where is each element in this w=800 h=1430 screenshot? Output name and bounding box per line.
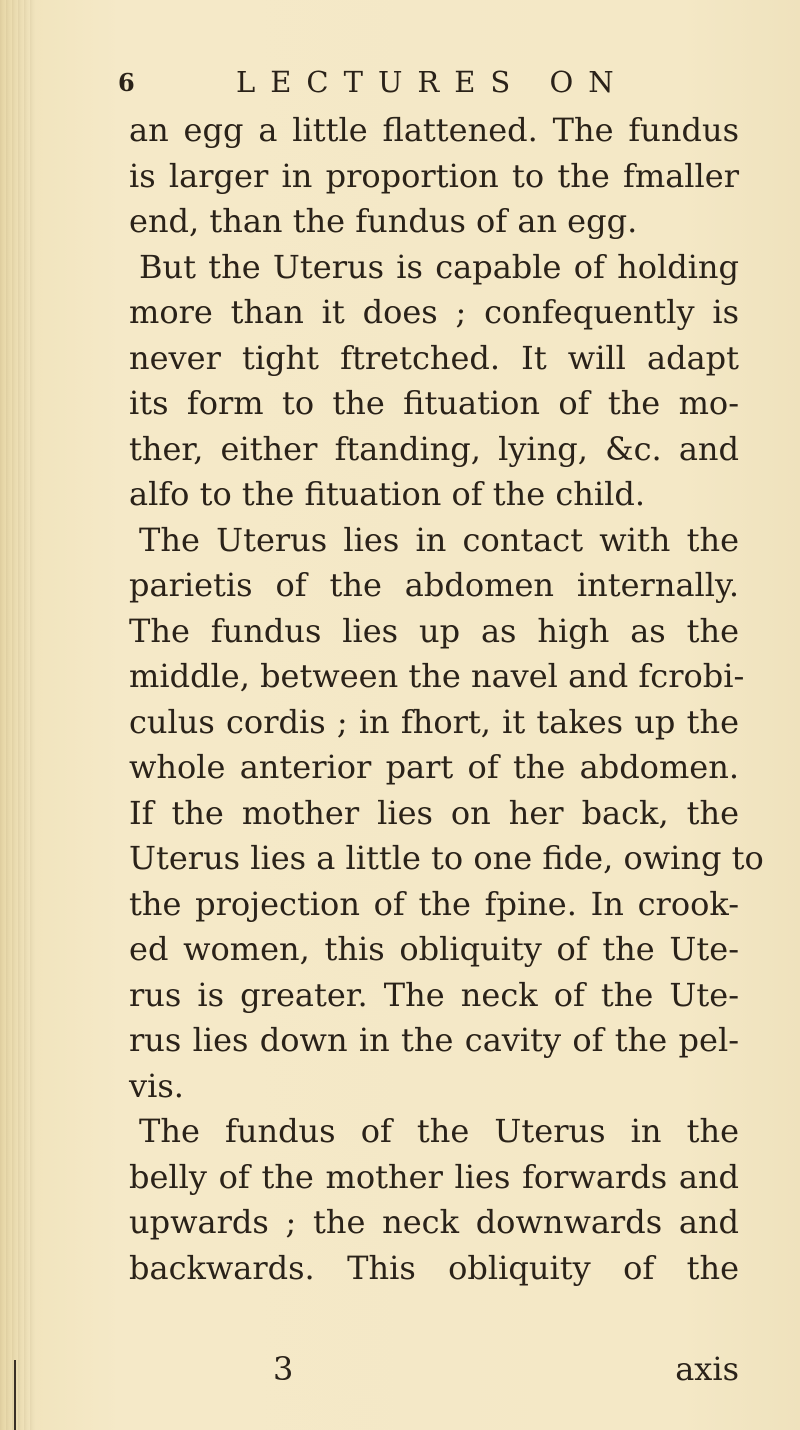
text-line: Uterus lies a little to one fide, owing to [129, 839, 764, 877]
text-line: ther, either ftanding, lying, &c. and [129, 429, 739, 468]
text-line: vis. [129, 1066, 184, 1105]
page-footer [129, 1350, 739, 1395]
text-line: culus cordis ; in fhort, it takes up the [129, 702, 739, 741]
text-line: end, than the fundus of an egg. [129, 202, 638, 240]
paragraph-start-line: But the Uterus is capable of holding [139, 247, 739, 286]
text-line: more than it does ; confequently is [129, 293, 739, 331]
text-line: rus lies down in the cavity of the pel- [129, 1021, 739, 1059]
text-line: the projection of the fpine. In crook- [129, 884, 739, 923]
text-line: alfo to the fituation of the child. [129, 475, 646, 513]
paragraph-start-line: The fundus of the Uterus in the [139, 1112, 739, 1150]
text-line: The fundus lies up as high as the [129, 611, 739, 650]
text-line: its form to the fituation of the mo- [129, 384, 739, 422]
running-head: LECTURES ON [236, 65, 629, 99]
text-line: middle, between the navel and fcrobi- [129, 657, 745, 695]
text-line: upwards ; the neck downwards and [129, 1203, 739, 1241]
text-line: parietis of the abdomen internally. [129, 566, 739, 604]
body-text [129, 108, 764, 1291]
page-gutter [0, 0, 36, 1430]
catchword: axis [675, 1350, 739, 1388]
text-line: whole anterior part of the abdomen. [129, 748, 739, 786]
paragraph-start-line: The Uterus lies in contact with the [139, 520, 739, 559]
text-line: backwards. This obliquity of the [129, 1248, 739, 1287]
text-line: never tight ftretched. It will adapt [129, 338, 739, 377]
page-header [118, 60, 718, 104]
text-line: is larger in proportion to the fmaller [129, 156, 739, 195]
text-line: If the mother lies on her back, the [129, 793, 739, 832]
text-line: rus is greater. The neck of the Ute- [129, 975, 739, 1014]
text-line: ed women, this obliquity of the Ute- [129, 930, 739, 968]
text-line: an egg a little flattened. The fundus [129, 111, 739, 149]
text-line: belly of the mother lies forwards and [129, 1157, 739, 1196]
binding-edge [14, 1360, 16, 1430]
page-number: 6 [118, 67, 135, 97]
signature-mark: 3 [273, 1350, 294, 1388]
